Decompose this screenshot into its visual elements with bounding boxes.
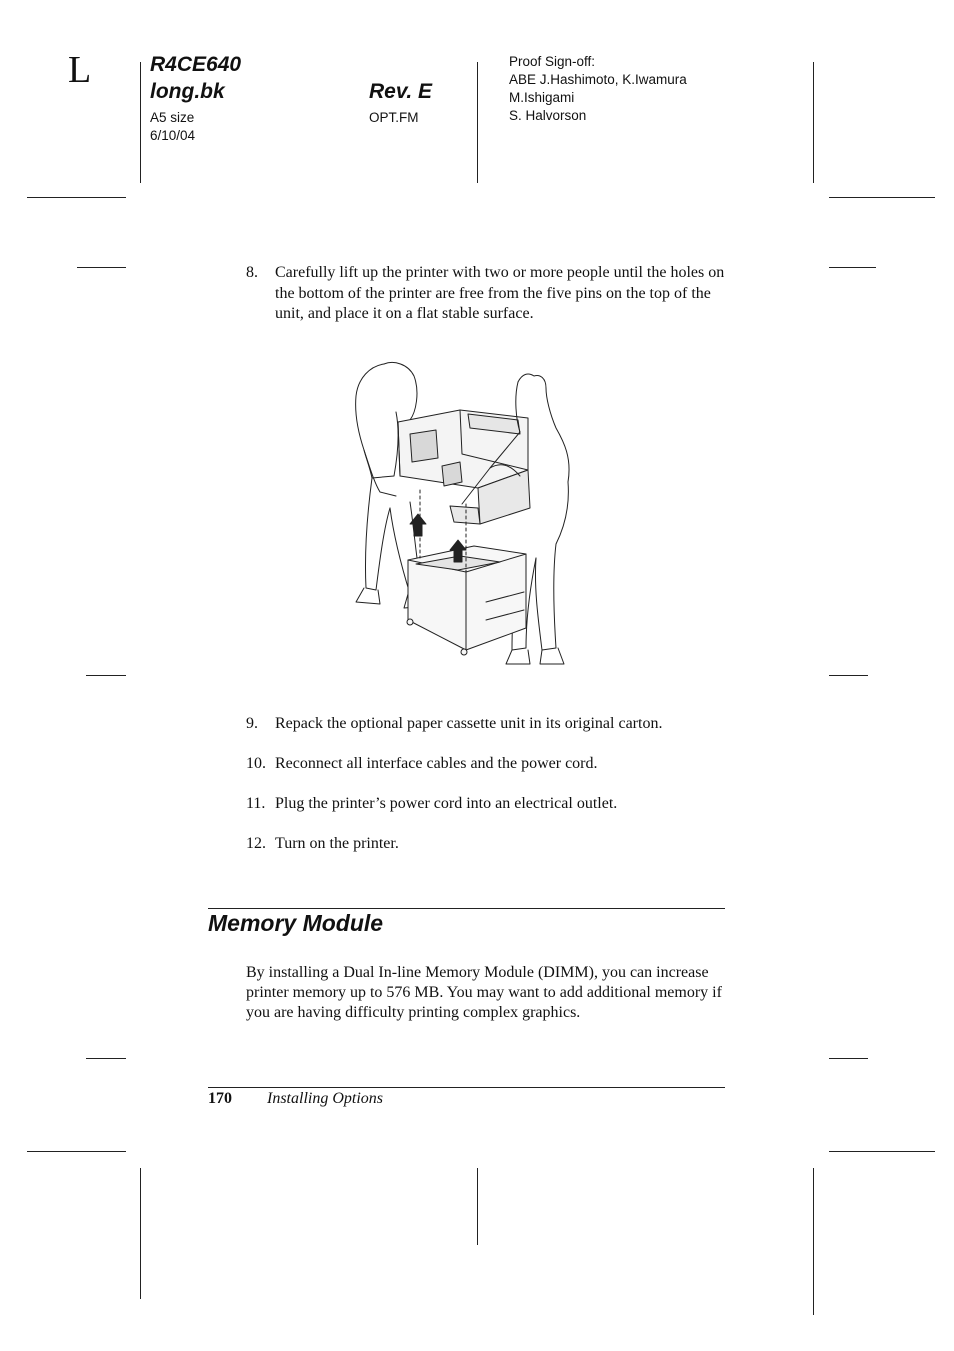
section-title: Memory Module <box>208 910 384 936</box>
footer-rule <box>208 1087 725 1088</box>
step-number: 12. <box>246 835 266 852</box>
section-rule <box>208 908 725 909</box>
crop-mark-vertical <box>477 1168 478 1245</box>
printer-lift-illustration <box>350 358 590 670</box>
step-text: Turn on the printer. <box>275 835 399 852</box>
step-number: 9. <box>246 715 258 732</box>
header-rule-middle <box>477 62 478 183</box>
crop-mark <box>86 675 126 676</box>
crop-mark <box>829 675 868 676</box>
crop-mark-vertical <box>140 1168 141 1299</box>
header-rule-left <box>140 62 141 183</box>
section-paragraph: By installing a Dual In-line Memory Module (DIMM), you can increase printer memory up to 576 MB. You may want to add additional memory if you are having difficulty printing complex graphics. <box>246 964 722 1021</box>
book-code: R4CE640 <box>150 53 242 76</box>
page-number: 170 <box>208 1090 232 1107</box>
header-rule-right <box>813 62 814 183</box>
chapter-title: Installing Options <box>267 1090 384 1107</box>
crop-mark <box>27 1151 126 1152</box>
crop-mark <box>829 197 935 198</box>
step-number: 10. <box>246 755 266 772</box>
paper-cassette-unit <box>407 546 526 655</box>
corner-letter: L <box>68 49 92 91</box>
proof-signoff-0: Proof Sign-off: <box>509 54 596 69</box>
step-text: Repack the optional paper cassette unit in its original carton. <box>275 715 663 732</box>
crop-mark <box>86 1058 126 1059</box>
crop-mark <box>829 267 876 268</box>
step-number: 8. <box>246 264 258 281</box>
proof-signoff-1: ABE J.Hashimoto, K.Iwamura <box>509 72 687 87</box>
step-text: Plug the printer’s power cord into an electrical outlet. <box>275 795 618 812</box>
print-date: 6/10/04 <box>150 128 196 143</box>
crop-mark <box>77 267 126 268</box>
step-text: Reconnect all interface cables and the power cord. <box>275 755 598 772</box>
frame-file: OPT.FM <box>369 110 419 125</box>
crop-mark <box>27 197 126 198</box>
paper-size: A5 size <box>150 110 195 125</box>
proof-signoff-2: M.Ishigami <box>509 90 575 105</box>
crop-mark-vertical <box>813 1168 814 1315</box>
step-text: Carefully lift up the printer with two or more people until the holes on the bottom of the printer are free from the five pins on the top of the unit, and place it on a flat stable surface. <box>275 264 725 322</box>
crop-mark <box>829 1058 868 1059</box>
crop-mark <box>829 1151 935 1152</box>
revision: Rev. E <box>369 80 433 103</box>
proof-signoff-3: S. Halvorson <box>509 108 587 123</box>
step-number: 11. <box>246 795 266 812</box>
book-file: long.bk <box>150 80 225 103</box>
